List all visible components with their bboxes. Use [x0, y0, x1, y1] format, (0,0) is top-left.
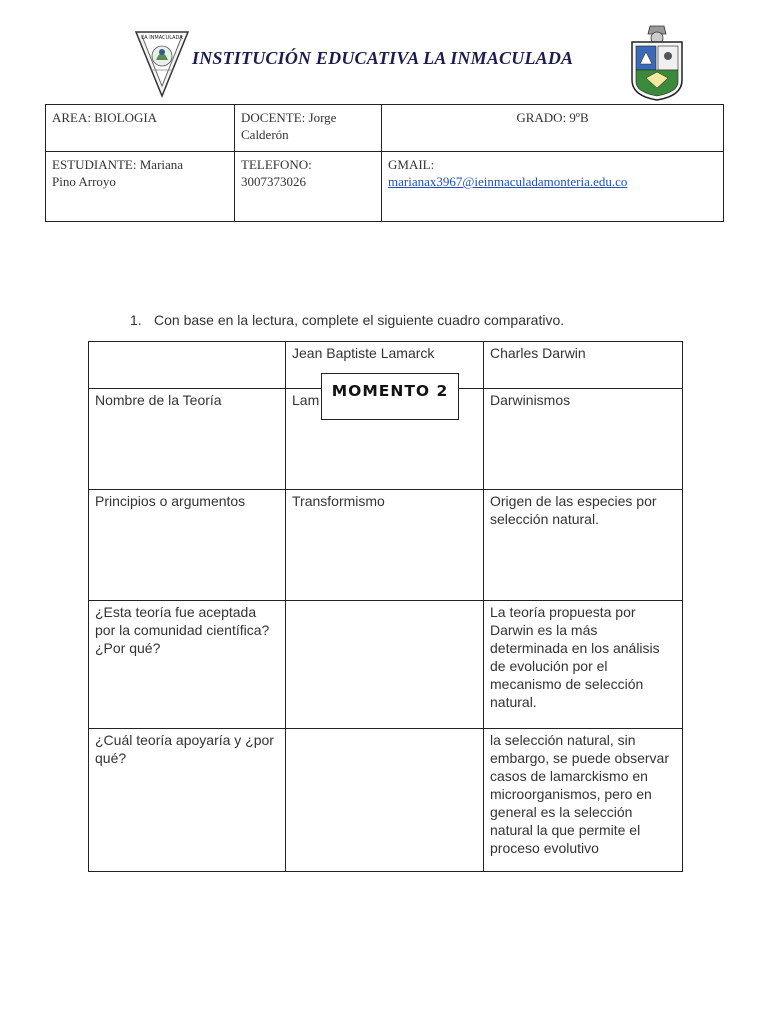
table-row [89, 729, 683, 872]
question-number: 1. [130, 312, 142, 328]
estudiante-line1: ESTUDIANTE: Mariana [52, 157, 184, 172]
darwin-cell: La teoría propuesta por Darwin es la más determinada en los análisis de evolución por el mecanismo de selección natural. [484, 601, 683, 729]
area-cell [46, 105, 235, 152]
lamarck-cell: Transformismo [286, 490, 484, 601]
lamarck-cell [286, 601, 484, 729]
comparison-table [88, 341, 683, 872]
telefono-cell [235, 152, 382, 222]
gmail-label: GMAIL: [388, 157, 435, 172]
grado-text: GRADO: 9ºB [516, 110, 589, 125]
docente-line2: Calderón [241, 127, 289, 142]
row-label: ¿Esta teoría fue aceptada por la comunidad científica? ¿Por qué? [89, 601, 286, 729]
lamarck-cell: Lam [286, 389, 484, 490]
header-cell-empty [89, 342, 286, 389]
table-row [89, 490, 683, 601]
header-cell-lamarck: Jean Baptiste Lamarck [286, 342, 484, 389]
logo-left-text: LA INMACULADA [141, 35, 183, 41]
question-instruction [130, 312, 564, 328]
estudiante-line2: Pino Arroyo [52, 174, 116, 189]
table-row [89, 601, 683, 729]
school-emblem-logo [134, 30, 190, 98]
telefono-label: TELEFONO: [241, 157, 312, 172]
darwin-cell: la selección natural, sin embargo, se puede observar casos de lamarckismo en microorganismos, pero en general es la selección natural la que permite el proceso evolutivo [484, 729, 683, 872]
darwin-cell: Origen de las especies por selección natural. [484, 490, 683, 601]
email-link[interactable]: marianax3967@ieinmaculadamonteria.edu.co [388, 174, 628, 189]
docente-cell [235, 105, 382, 152]
estudiante-cell [46, 152, 235, 222]
row-label: ¿Cuál teoría apoyaría y ¿por qué? [89, 729, 286, 872]
row-label: Principios o argumentos [89, 490, 286, 601]
darwin-cell: Darwinismos [484, 389, 683, 490]
grado-cell [382, 105, 724, 152]
docente-line1: DOCENTE: Jorge [241, 110, 337, 125]
row-label: Nombre de la Teoría [89, 389, 286, 490]
student-info-table [45, 104, 724, 222]
gmail-cell [382, 152, 724, 222]
lamarck-cell [286, 729, 484, 872]
question-text: Con base en la lectura, complete el siguiente cuadro comparativo. [154, 312, 565, 328]
area-text: AREA: BIOLOGIA [52, 110, 158, 125]
header-cell-darwin: Charles Darwin [484, 342, 683, 389]
school-shield-logo [628, 24, 686, 102]
moment-label-box: MOMENTO 2 [321, 373, 459, 420]
telefono-value: 3007373026 [241, 174, 306, 189]
institution-title: INSTITUCIÓN EDUCATIVA LA INMACULADA [192, 48, 574, 68]
